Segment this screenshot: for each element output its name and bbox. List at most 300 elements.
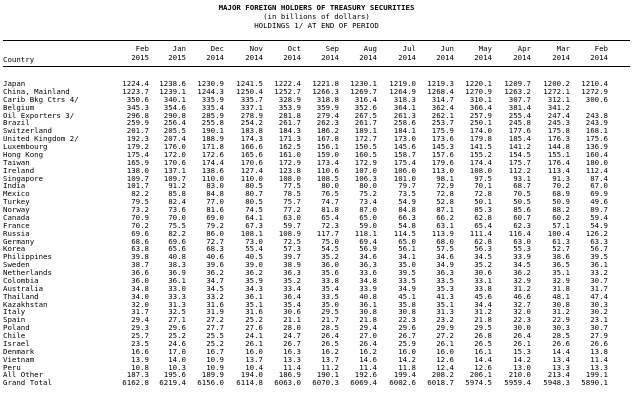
- holding-value: 12.6: [436, 354, 454, 364]
- holding-value: 337.1: [240, 102, 263, 112]
- holding-value: 23.1: [590, 315, 608, 325]
- holding-value: 12.6: [474, 362, 492, 372]
- table-row: [3, 340, 630, 348]
- column-header: [150, 44, 186, 62]
- column-year: 2014: [206, 53, 224, 62]
- holding-value: 353.9: [278, 102, 301, 112]
- holding-value: 23.2: [436, 315, 454, 325]
- holding-value: 1268.4: [427, 86, 454, 96]
- holding-value: 26.1: [245, 338, 263, 348]
- holding-value: 67.3: [245, 220, 263, 230]
- column-month: Apr: [517, 44, 531, 53]
- holding-value: 63.3: [590, 236, 608, 246]
- holding-value: 1272.9: [581, 86, 608, 96]
- holding-value: 189.1: [354, 126, 377, 136]
- holding-value: 16.7: [206, 346, 224, 356]
- country-name: India: [3, 181, 26, 191]
- holding-value: 69.9: [590, 189, 608, 199]
- report-subtitle-holdings: HOLDINGS 1/ AT END OF PERIOD: [254, 21, 379, 30]
- holding-value: 34.1: [398, 252, 416, 262]
- holding-value: 68.9: [552, 189, 570, 199]
- holding-value: 245.3: [547, 118, 570, 128]
- holding-value: 175.8: [547, 126, 570, 136]
- country-name: Russia: [3, 228, 30, 238]
- holding-value: 25.2: [206, 338, 224, 348]
- holding-value: 190.1: [316, 370, 339, 380]
- holding-value: 316.4: [354, 94, 377, 104]
- table-row: [3, 332, 630, 340]
- country-name: Grand Total: [3, 378, 52, 388]
- holding-value: 213.4: [547, 370, 570, 380]
- holding-value: 245.8: [508, 118, 531, 128]
- holding-value: 27.2: [436, 331, 454, 340]
- holding-value: 206.1: [469, 370, 492, 380]
- holding-value: 34.3: [245, 283, 263, 293]
- table-row: [3, 356, 630, 364]
- holding-value: 33.0: [168, 283, 186, 293]
- column-header: [495, 44, 531, 62]
- country-name: Ireland: [3, 165, 35, 175]
- holding-value: 173.4: [316, 157, 339, 167]
- holding-value: 170.6: [240, 157, 263, 167]
- holding-value: 195.6: [163, 370, 186, 380]
- holding-value: 318.3: [393, 94, 416, 104]
- holding-value: 29.3: [131, 323, 149, 333]
- holding-value: 335.7: [240, 94, 263, 104]
- holding-value: 85.6: [513, 205, 531, 214]
- holding-value: 108.9: [278, 228, 301, 238]
- holding-value: 10.9: [206, 362, 224, 372]
- holding-value: 158.7: [393, 149, 416, 159]
- table-row: [3, 230, 630, 238]
- column-year: 2014: [590, 53, 608, 62]
- holding-value: 24.1: [245, 331, 263, 340]
- holding-value: 113.0: [431, 165, 454, 175]
- column-month: Jan: [172, 44, 186, 53]
- holding-value: 1238.6: [159, 79, 186, 88]
- country-name: Netherlands: [3, 268, 52, 277]
- holding-value: 173.0: [393, 134, 416, 144]
- holding-value: 34.6: [359, 252, 377, 262]
- holding-value: 179.2: [126, 142, 149, 151]
- holding-value: 243.9: [585, 118, 608, 128]
- holding-value: 175.4: [393, 157, 416, 167]
- holding-value: 50.5: [513, 197, 531, 207]
- holding-value: 341.2: [547, 102, 570, 112]
- holding-value: 314.7: [431, 94, 454, 104]
- holding-value: 26.6: [590, 338, 608, 348]
- holding-value: 26.5: [321, 338, 339, 348]
- holding-value: 29.5: [474, 323, 492, 333]
- holding-value: 267.5: [354, 110, 377, 120]
- column-year: 2014: [245, 53, 263, 62]
- holding-value: 262.1: [431, 110, 454, 120]
- holding-value: 185.4: [508, 134, 531, 144]
- holding-value: 138.6: [201, 165, 224, 175]
- holding-value: 150.5: [354, 142, 377, 151]
- holding-value: 362.4: [431, 102, 454, 112]
- holding-value: 46.6: [513, 291, 531, 301]
- holding-value: 30.6: [474, 268, 492, 277]
- holding-value: 69.6: [168, 236, 186, 246]
- holding-value: 72.7: [206, 236, 224, 246]
- holding-value: 172.9: [354, 157, 377, 167]
- holding-value: 190.1: [201, 126, 224, 136]
- holding-value: 31.3: [436, 307, 454, 317]
- holding-value: 176.4: [547, 157, 570, 167]
- holding-value: 114.5: [393, 228, 416, 238]
- holding-value: 180.0: [585, 157, 608, 167]
- holding-value: 55.4: [245, 244, 263, 254]
- holding-value: 80.5: [245, 197, 263, 207]
- holding-value: 84.8: [398, 205, 416, 214]
- column-year: 2014: [552, 53, 570, 62]
- holding-value: 26.4: [359, 338, 377, 348]
- holding-value: 32.7: [513, 299, 531, 309]
- holding-value: 199.1: [585, 370, 608, 380]
- holding-value: 70.9: [131, 212, 149, 222]
- holding-value: 50.9: [552, 197, 570, 207]
- holding-value: 63.0: [513, 236, 531, 246]
- holding-value: 67.0: [590, 181, 608, 191]
- holding-value: 255.8: [201, 118, 224, 128]
- holding-value: 11.8: [398, 362, 416, 372]
- holding-value: 56.1: [398, 244, 416, 254]
- holding-value: 25.7: [131, 331, 149, 340]
- holding-value: 26.1: [436, 338, 454, 348]
- country-name: Taiwan: [3, 157, 30, 167]
- holding-value: 54.9: [398, 197, 416, 207]
- column-month: Jun: [440, 44, 454, 53]
- holding-value: 173.6: [431, 134, 454, 144]
- holding-value: 34.5: [474, 252, 492, 262]
- holding-value: 116.4: [508, 228, 531, 238]
- country-name: Hong Kong: [3, 149, 44, 159]
- holding-value: 167.8: [316, 134, 339, 144]
- holding-value: 34.5: [513, 260, 531, 270]
- holding-value: 62.8: [474, 236, 492, 246]
- holding-value: 160.4: [585, 149, 608, 159]
- holding-value: 30.8: [552, 299, 570, 309]
- holding-value: 36.1: [590, 260, 608, 270]
- holding-value: 170.6: [163, 157, 186, 167]
- holding-value: 35.0: [398, 260, 416, 270]
- holding-value: 33.5: [436, 275, 454, 285]
- holding-value: 16.3: [283, 346, 301, 356]
- holding-value: 65.4: [321, 212, 339, 222]
- holding-value: 88.2: [552, 205, 570, 214]
- holding-value: 16.0: [436, 346, 454, 356]
- holding-value: 66.3: [398, 212, 416, 222]
- holding-value: 261.7: [354, 118, 377, 128]
- holding-value: 25.9: [398, 338, 416, 348]
- holding-value: 36.2: [513, 268, 531, 277]
- holding-value: 60.2: [552, 212, 570, 222]
- holding-value: 59.7: [283, 220, 301, 230]
- holding-value: 36.3: [359, 260, 377, 270]
- holding-value: 26.1: [513, 338, 531, 348]
- holding-value: 98.1: [436, 173, 454, 183]
- holding-value: 113.9: [431, 228, 454, 238]
- holding-value: 72.5: [283, 236, 301, 246]
- holding-value: 194.0: [240, 370, 263, 380]
- holding-value: 14.4: [552, 346, 570, 356]
- country-name: China, Mainland: [3, 86, 70, 96]
- holding-value: 35.2: [474, 260, 492, 270]
- holding-value: 70.0: [168, 212, 186, 222]
- holding-value: 87.1: [436, 205, 454, 214]
- holding-value: 144.8: [547, 142, 570, 151]
- holding-value: 34.9: [436, 260, 454, 270]
- holding-value: 205.5: [163, 126, 186, 136]
- holding-value: 176.3: [547, 134, 570, 144]
- holding-value: 113.4: [547, 165, 570, 175]
- holding-value: 34.8: [131, 283, 149, 293]
- holding-value: 13.7: [245, 354, 263, 364]
- holding-value: 34.6: [436, 252, 454, 262]
- column-header: [456, 44, 492, 62]
- holding-value: 100.4: [547, 228, 570, 238]
- holding-value: 175.7: [508, 157, 531, 167]
- holding-value: 26.8: [474, 331, 492, 340]
- holding-value: 184.3: [278, 126, 301, 136]
- holding-value: 24.7: [283, 331, 301, 340]
- holding-value: 14.6: [359, 354, 377, 364]
- table-row: [3, 301, 630, 309]
- column-year: 2014: [398, 53, 416, 62]
- holding-value: 1239.1: [159, 86, 186, 96]
- holding-value: 352.6: [354, 102, 377, 112]
- table-row: [3, 269, 630, 277]
- country-name: United Kingdom 2/: [3, 134, 79, 144]
- holding-value: 6063.0: [274, 378, 301, 388]
- column-year: 2015: [131, 53, 149, 62]
- holding-value: 82.2: [131, 189, 149, 199]
- holding-value: 6162.8: [122, 378, 149, 388]
- holding-value: 1269.7: [350, 86, 377, 96]
- holding-value: 110.6: [316, 165, 339, 175]
- holding-value: 69.0: [206, 212, 224, 222]
- holding-value: 255.4: [508, 110, 531, 120]
- holding-value: 29.9: [436, 323, 454, 333]
- holding-value: 111.4: [469, 228, 492, 238]
- holding-value: 75.0: [321, 236, 339, 246]
- holding-value: 354.6: [163, 102, 186, 112]
- holding-value: 208.2: [431, 370, 454, 380]
- holding-value: 54.8: [398, 220, 416, 230]
- holding-value: 75.2: [359, 189, 377, 199]
- holding-value: 23.5: [131, 338, 149, 348]
- holding-value: 5890.1: [581, 378, 608, 388]
- holding-value: 28.5: [552, 331, 570, 340]
- country-name: Spain: [3, 315, 26, 325]
- holding-value: 17.0: [168, 346, 186, 356]
- holding-value: 72.3: [321, 220, 339, 230]
- holding-value: 172.7: [354, 134, 377, 144]
- holding-value: 33.8: [474, 283, 492, 293]
- holding-value: 1210.4: [581, 79, 608, 88]
- holding-value: 186.9: [278, 370, 301, 380]
- holding-value: 31.8: [552, 283, 570, 293]
- holding-value: 40.5: [245, 252, 263, 262]
- header-rule: [3, 66, 630, 67]
- table-row: [3, 214, 630, 222]
- holding-value: 1209.7: [504, 79, 531, 88]
- holding-value: 40.8: [168, 252, 186, 262]
- holding-value: 26.7: [398, 331, 416, 340]
- holding-value: 97.5: [474, 173, 492, 183]
- holding-value: 26.4: [513, 331, 531, 340]
- holding-value: 73.6: [168, 205, 186, 214]
- country-name: Thailand: [3, 291, 39, 301]
- holding-value: 171.3: [278, 134, 301, 144]
- holding-value: 11.4: [283, 362, 301, 372]
- holding-value: 12.4: [436, 362, 454, 372]
- holding-value: 35.0: [321, 299, 339, 309]
- holding-value: 35.9: [245, 275, 263, 285]
- holding-value: 73.5: [398, 189, 416, 199]
- holding-value: 34.5: [206, 283, 224, 293]
- holding-value: 166.6: [240, 142, 263, 151]
- holding-value: 21.8: [474, 315, 492, 325]
- holding-value: 56.9: [359, 244, 377, 254]
- holding-value: 310.1: [469, 94, 492, 104]
- holding-value: 259.9: [126, 118, 149, 128]
- holding-value: 30.7: [590, 323, 608, 333]
- country-name: Carib Bkg Ctrs 4/: [3, 94, 79, 104]
- holding-value: 1250.4: [236, 86, 263, 96]
- holding-value: 1220.1: [465, 79, 492, 88]
- holding-value: 201.7: [126, 126, 149, 136]
- holding-value: 174.0: [469, 126, 492, 136]
- holding-value: 33.1: [474, 275, 492, 285]
- holding-value: 141.2: [508, 142, 531, 151]
- holding-value: 175.4: [126, 149, 149, 159]
- holding-value: 45.1: [398, 291, 416, 301]
- holding-value: 188.9: [201, 134, 224, 144]
- holding-value: 22.9: [552, 315, 570, 325]
- holding-value: 26.6: [552, 338, 570, 348]
- holding-value: 69.4: [359, 236, 377, 246]
- report-header: [0, 3, 633, 30]
- holdings-table: [3, 80, 630, 387]
- holding-value: 175.9: [431, 126, 454, 136]
- holding-value: 1230.1: [350, 79, 377, 88]
- holding-value: 72.8: [436, 189, 454, 199]
- holding-value: 32.9: [513, 275, 531, 285]
- holding-value: 36.5: [552, 260, 570, 270]
- holding-value: 33.4: [283, 283, 301, 293]
- country-name: Luxembourg: [3, 142, 48, 151]
- holding-value: 168.1: [585, 126, 608, 136]
- holding-value: 79.5: [131, 197, 149, 207]
- holding-value: 183.8: [240, 126, 263, 136]
- country-name: France: [3, 220, 30, 230]
- table-row: [3, 182, 630, 190]
- holding-value: 28.0: [283, 323, 301, 333]
- country-name: Denmark: [3, 346, 35, 356]
- holding-value: 29.5: [321, 307, 339, 317]
- holding-value: 161.0: [278, 149, 301, 159]
- country-name: Oil Exporters 3/: [3, 110, 75, 120]
- holding-value: 26.7: [283, 338, 301, 348]
- holding-value: 69.6: [131, 228, 149, 238]
- holding-value: 38.7: [131, 260, 149, 270]
- holding-value: 262.3: [316, 118, 339, 128]
- holding-value: 34.4: [474, 299, 492, 309]
- holding-value: 138.0: [126, 165, 149, 175]
- holding-value: 73.0: [245, 236, 263, 246]
- holding-value: 256.4: [163, 118, 186, 128]
- holding-value: 13.8: [590, 346, 608, 356]
- country-name: Korea: [3, 244, 26, 254]
- column-header: [380, 44, 416, 62]
- holding-value: 35.2: [283, 275, 301, 285]
- holding-value: 16.6: [131, 346, 149, 356]
- holding-value: 112.4: [585, 165, 608, 175]
- holding-value: 66.2: [436, 212, 454, 222]
- holding-value: 39.5: [398, 268, 416, 277]
- country-name: Switzerland: [3, 126, 52, 136]
- holding-value: 21.7: [321, 315, 339, 325]
- holding-value: 108.5: [316, 173, 339, 183]
- column-month: Aug: [363, 44, 377, 53]
- holding-value: 65.0: [398, 236, 416, 246]
- column-month: Dec: [210, 44, 224, 53]
- holding-value: 186.2: [316, 126, 339, 136]
- country-name: Mexico: [3, 189, 30, 199]
- holding-value: 30.8: [398, 307, 416, 317]
- holding-value: 32.0: [513, 307, 531, 317]
- holding-value: 162.5: [278, 142, 301, 151]
- holding-value: 27.7: [206, 323, 224, 333]
- holding-value: 32.0: [131, 299, 149, 309]
- holding-value: 281.8: [278, 110, 301, 120]
- holding-value: 335.4: [201, 102, 224, 112]
- holding-value: 85.3: [474, 205, 492, 214]
- holding-value: 16.2: [321, 346, 339, 356]
- country-name: Singapore: [3, 173, 44, 183]
- holding-value: 328.9: [278, 94, 301, 104]
- holding-value: 261.3: [393, 110, 416, 120]
- holding-value: 16.0: [245, 346, 263, 356]
- country-name: Germany: [3, 236, 35, 246]
- holding-value: 38.6: [552, 252, 570, 262]
- holding-value: 35.6: [321, 268, 339, 277]
- holding-value: 247.4: [547, 110, 570, 120]
- holding-value: 56.3: [474, 244, 492, 254]
- holding-value: 6219.4: [159, 378, 186, 388]
- country-name: Vietnam: [3, 354, 35, 364]
- holding-value: 101.7: [126, 181, 149, 191]
- holding-value: 28.5: [321, 323, 339, 333]
- holding-value: 68.6: [131, 236, 149, 246]
- holding-value: 77.0: [206, 197, 224, 207]
- holding-value: 107.0: [354, 165, 377, 175]
- holding-value: 33.5: [398, 275, 416, 285]
- holding-value: 31.6: [206, 299, 224, 309]
- holding-value: 27.6: [245, 323, 263, 333]
- holding-value: 10.4: [245, 362, 263, 372]
- holding-value: 101.0: [393, 173, 416, 183]
- holding-value: 57.1: [552, 220, 570, 230]
- holding-value: 74.5: [245, 205, 263, 214]
- table-row: [3, 175, 630, 183]
- holding-value: 33.9: [359, 283, 377, 293]
- holding-value: 27.0: [359, 331, 377, 340]
- holding-value: 38.3: [168, 260, 186, 270]
- holding-value: 41.3: [436, 291, 454, 301]
